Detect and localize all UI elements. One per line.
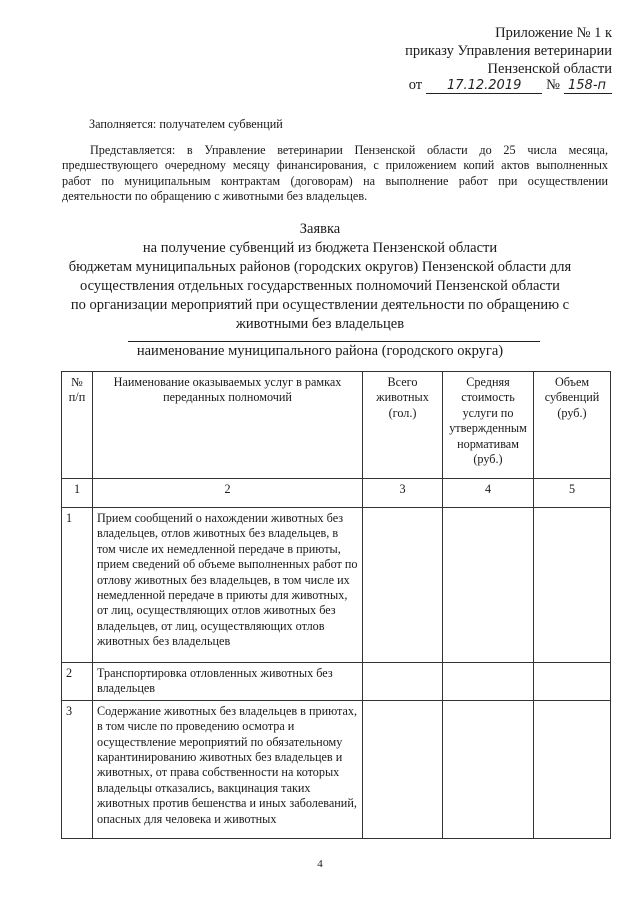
average-cost-cell[interactable] [443, 663, 534, 701]
page-number: 4 [317, 858, 323, 870]
header-cell-service: Наименование оказываемых услуг в рамках переданных полномочий [93, 372, 363, 479]
service-description: Прием сообщений о нахождении животных без владельцев, отлов животных без владельцев, в том числе их немедленной передаче в приюты, прием сведений об объеме выполненных работ по отлову животных без владельцев, в том числе их немедленной передаче в приюты для животных, от лиц, осуществляющих отлов животных без владельцев, от лиц, осуществляющих отлов животных без владельцев [93, 508, 363, 663]
column-number: 4 [443, 479, 534, 508]
appendix-line: Приложение № 1 к [495, 25, 612, 41]
service-description: Транспортировка отловленных животных без владельцев [93, 663, 363, 701]
header-cell-cost: Средняя стоимость услуги по утвержденным нормативам (руб.) [443, 372, 534, 479]
animals-count-cell[interactable] [363, 700, 443, 838]
intro-paragraph: Представляется: в Управление ветеринарии Пензенской области до 25 числа месяца, предшествующего очередному месяцу финансирования, с приложением копий актов выполненных работ по муниципальным контрактам (договорам) на выполнение работ при осуществлении деятельности по обращению с животными без владельцев. [62, 143, 608, 204]
document-title [40, 220, 600, 334]
table-row [62, 700, 611, 838]
appendix-header [405, 24, 612, 78]
row-number: 3 [62, 700, 93, 838]
row-number: 1 [62, 508, 93, 663]
column-number: 3 [363, 479, 443, 508]
title-line: осуществления отдельных государственных полномочий Пензенской области [80, 278, 560, 294]
order-date-row [409, 77, 612, 94]
animals-count-cell[interactable] [363, 508, 443, 663]
title-line: животными без владельцев [235, 316, 405, 332]
order-line: приказу Управления ветеринарии [405, 43, 612, 59]
animals-count-cell[interactable] [363, 663, 443, 701]
average-cost-cell[interactable] [443, 700, 534, 838]
row-number: 2 [62, 663, 93, 701]
title-line: Заявка [299, 221, 341, 237]
subsidy-volume-cell[interactable] [534, 700, 611, 838]
municipality-caption: наименование муниципального района (городского округа) [136, 343, 504, 359]
title-line: бюджетам муниципальных районов (городских округов) Пензенской области для [68, 259, 572, 275]
municipality-line [128, 341, 540, 342]
region-line: Пензенской области [487, 61, 612, 77]
table-row [62, 663, 611, 701]
subsidy-volume-cell[interactable] [534, 663, 611, 701]
subsidy-table [61, 371, 611, 839]
subsidy-volume-cell[interactable] [534, 508, 611, 663]
title-line: на получение субвенций из бюджета Пензенской области [142, 240, 498, 256]
service-description: Содержание животных без владельцев в приютах, в том числе по проведению осмотра и осуществление мероприятий по обязательному карантинированию животных без владельцев и животных, от права собственности на которых владельцы отказались, вакцинация таких животных против бешенства и иных заболеваний, опасных для человека и животных [93, 700, 363, 838]
table-header-row [62, 372, 611, 479]
title-line: по организации мероприятий при осуществлении деятельности по обращению с [70, 297, 570, 313]
header-cell-animals: Всего животных (гол.) [363, 372, 443, 479]
column-number-row [62, 479, 611, 508]
header-cell-number: № п/п [62, 372, 93, 479]
average-cost-cell[interactable] [443, 508, 534, 663]
column-number: 5 [534, 479, 611, 508]
from-label: от [408, 77, 423, 93]
column-number: 1 [62, 479, 93, 508]
header-cell-volume: Объем субвенций (руб.) [534, 372, 611, 479]
handwritten-date: 17.12.2019 [426, 78, 542, 94]
number-label: № [546, 77, 560, 93]
column-number: 2 [93, 479, 363, 508]
handwritten-number: 158-п [564, 78, 612, 94]
table-row [62, 508, 611, 663]
filled-by-note: Заполняется: получателем субвенций [89, 117, 283, 131]
